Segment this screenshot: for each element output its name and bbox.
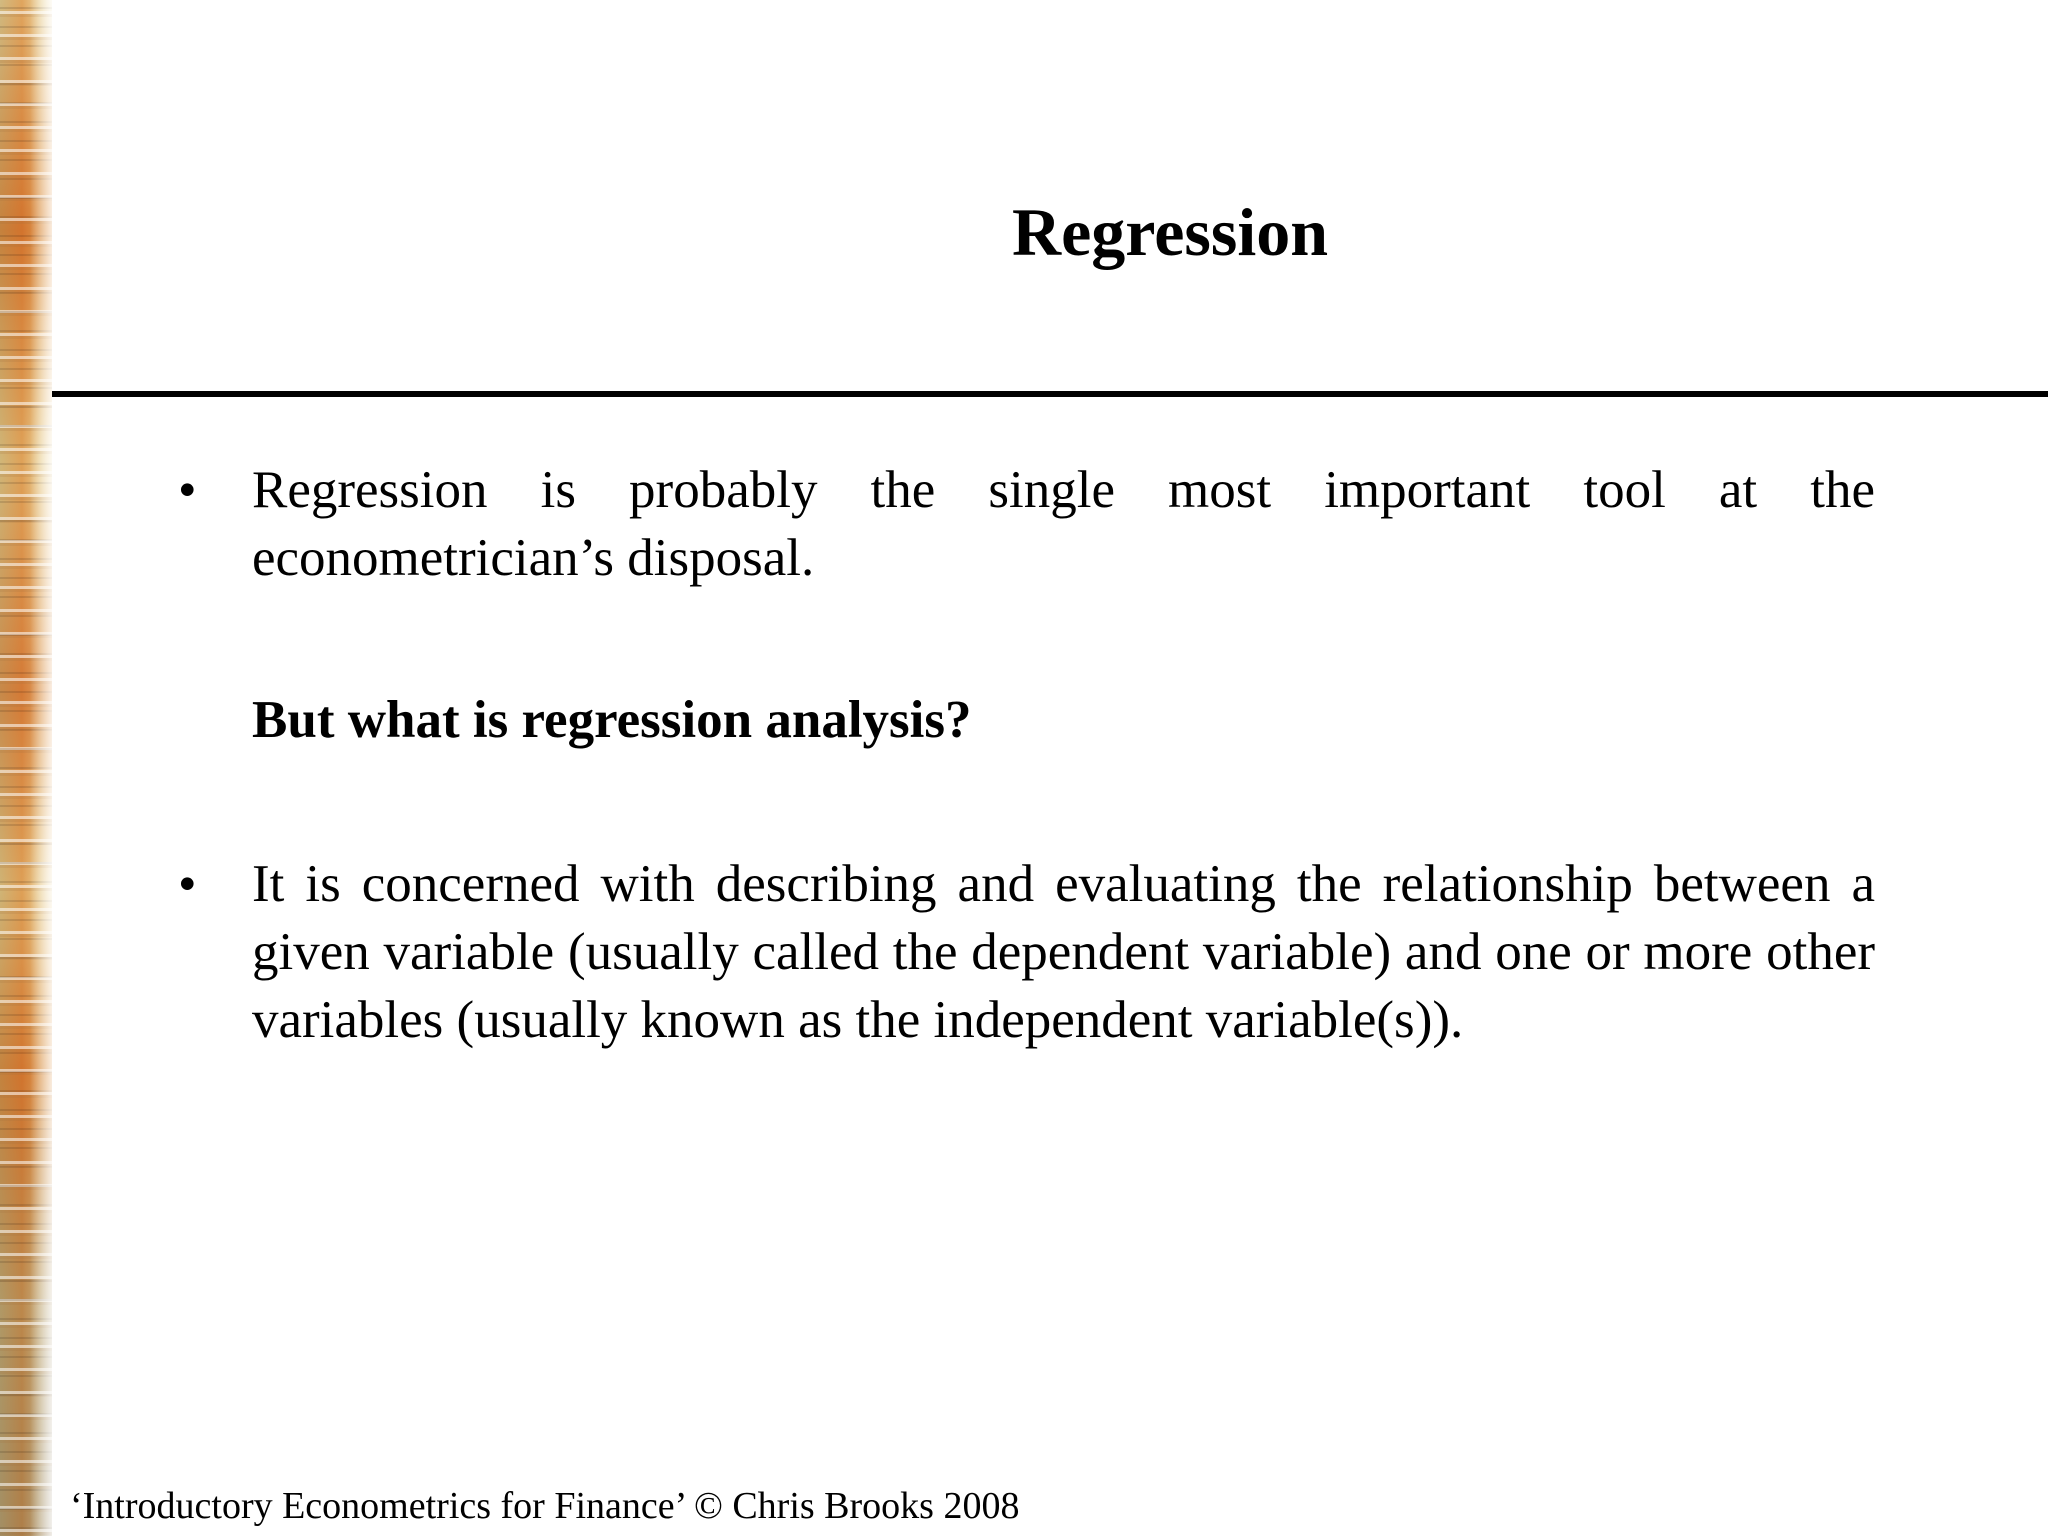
bullet-marker: • xyxy=(178,461,197,519)
decorative-side-strip-fade xyxy=(30,0,54,1536)
bullet-text: Regression is probably the single most important tool at the econometrician’s disposal. xyxy=(252,461,1875,587)
slide-title: Regression xyxy=(1011,194,1329,270)
footer-copyright: ‘Introductory Econometrics for Finance’ © Chris Brooks 2008 xyxy=(70,1485,1020,1527)
bullet-item-2 xyxy=(170,850,1875,1054)
bullet-item-1 xyxy=(170,456,1875,592)
bullet-text: It is concerned with describing and evaluating the relationship between a given variable (usually called the dependent variable) and one or more other variables (usually known as the independent variable(s)). xyxy=(252,855,1875,1049)
bullet-marker: • xyxy=(178,855,197,913)
slide-body xyxy=(170,456,1875,1054)
question-text: But what is regression analysis? xyxy=(252,691,972,749)
title-divider xyxy=(52,391,2048,397)
